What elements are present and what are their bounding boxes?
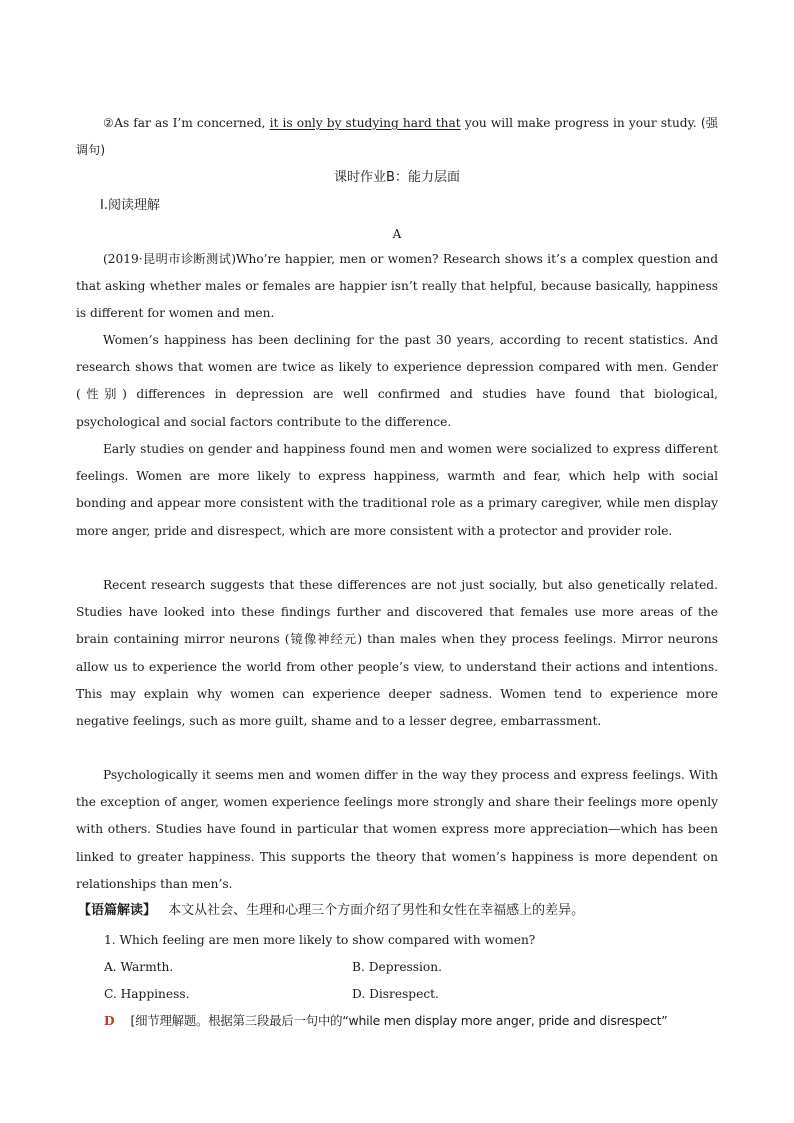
passage-letter: A	[392, 227, 402, 241]
analysis	[78, 901, 584, 921]
question-stem: 1. Which feeling are men more likely to show compared with women?	[104, 933, 536, 947]
paragraph-3: Early studies on gender and happiness found men and women were socialized to express different feelings. Women are more likely to express happiness, warmth and fear, which help with social bonding and appear more consistent with the traditional role as a primary caregiver, while men display more anger, pride and disrespect, which are more consistent with a protector and provider role.	[76, 442, 718, 538]
sentence-underlined: it is only by studying hard that	[269, 116, 461, 130]
paragraph-5: Psychologically it seems men and women differ in the way they process and express feelings. With the exception of anger, women experience feelings more strongly and share their feelings more openly with others. Studies have found in particular that women express more appreciation—which has been linked to greater happiness. This supports the theory that women’s happiness is more dependent on relationships than men’s.	[76, 768, 718, 891]
section-title: 课时作业B：能力层面	[334, 170, 460, 185]
sentence-prefix: ②As far as I’m concerned,	[103, 116, 270, 130]
option-a: A. Warmth.	[104, 960, 174, 974]
analysis-text: 本文从社会、生理和心理三个方面介绍了男性和女性在幸福感上的差异。	[168, 903, 585, 918]
answer-line	[104, 1011, 718, 1031]
sentence-suffix: you will make progress in your study.	[460, 116, 697, 130]
analysis-label: 【语篇解读】	[78, 903, 157, 918]
sentence-note: (强调句)	[76, 116, 718, 158]
part-heading: Ⅰ.阅读理解	[100, 198, 160, 213]
option-b: B. Depression.	[352, 960, 442, 974]
answer-letter: D	[104, 1014, 115, 1028]
exercise-sentence	[76, 110, 718, 164]
paragraph-1: (2019·昆明市诊断测试)Who’re happier, men or women? Research shows it’s a complex question and that asking whether males or females are happier isn’t really that helpful, because basically, happiness is different for women and men.	[76, 252, 718, 321]
paragraph-2: Women’s happiness has been declining for the past 30 years, according to recent statistics. And research shows that women are twice as likely to experience depression compared with men. Gender (性别) differences in depression are well confirmed and studies have found that biological, psychological and social factors contribute to the difference.	[76, 333, 718, 429]
option-c: C. Happiness.	[104, 987, 190, 1001]
answer-explanation: [细节理解题。根据第三段最后一句中的“while men display more anger, pride and disrespect”	[130, 1013, 668, 1028]
paragraph-4: Recent research suggests that these differences are not just socially, but also genetically related. Studies have looked into these findings further and discovered that females use more areas of the brain containing mirror neurons (镜像神经元) than males when they process feelings. Mirror neurons allow us to experience the world from other people’s view, to understand their actions and intentions. This may explain why women can experience deeper sadness. Women tend to experience more negative feelings, such as more guilt, shame and to a lesser degree, embarrassment.	[76, 578, 718, 729]
option-d: D. Disrespect.	[352, 987, 439, 1001]
